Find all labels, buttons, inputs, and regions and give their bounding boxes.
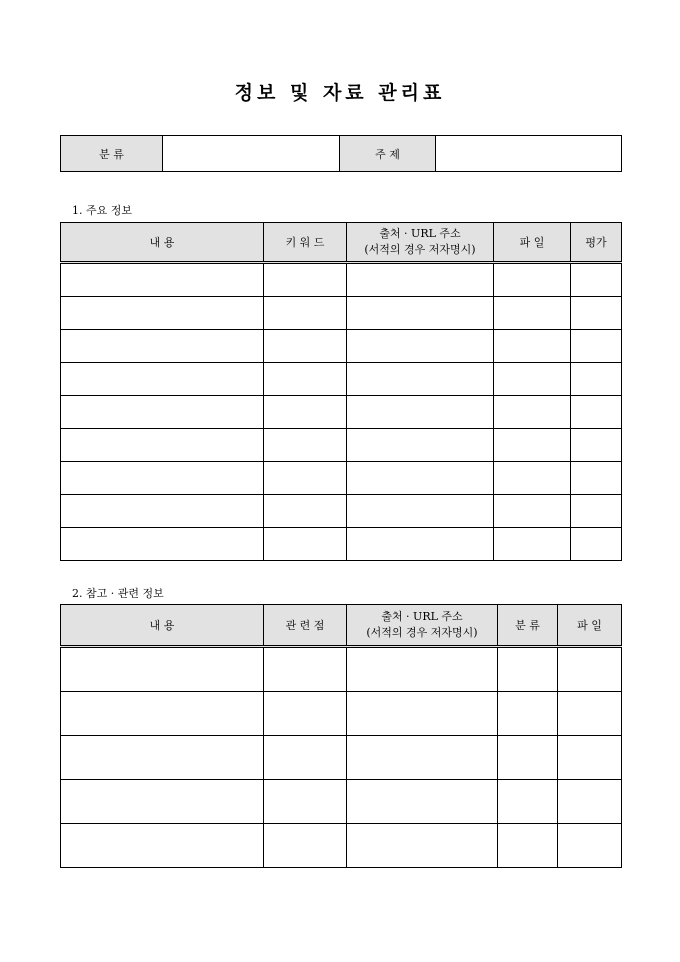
table-row — [61, 263, 622, 297]
page-title: 정보 및 자료 관리표 — [234, 82, 446, 104]
table-cell[interactable] — [498, 647, 558, 692]
table-cell[interactable] — [498, 692, 558, 736]
table-cell[interactable] — [498, 736, 558, 780]
table-cell[interactable] — [571, 363, 622, 396]
table-row — [61, 396, 622, 429]
table-cell[interactable] — [61, 528, 264, 561]
table-cell[interactable] — [494, 528, 571, 561]
table-cell[interactable] — [558, 647, 622, 692]
table-cell[interactable] — [571, 263, 622, 297]
table-cell[interactable] — [347, 297, 494, 330]
section2-label: 2. 참고 · 관련 정보 — [72, 587, 164, 600]
table-row — [61, 495, 622, 528]
table-cell[interactable] — [61, 824, 264, 868]
category-label: 분 류 — [61, 136, 163, 172]
main-info-table — [60, 222, 622, 561]
table-cell[interactable] — [61, 780, 264, 824]
table-cell[interactable] — [61, 297, 264, 330]
table-row — [61, 824, 622, 868]
col-header-keyword: 키 워 드 — [264, 223, 347, 263]
table-row — [61, 528, 622, 561]
table-cell[interactable] — [558, 824, 622, 868]
table-cell[interactable] — [347, 363, 494, 396]
table-cell[interactable] — [264, 263, 347, 297]
col-header-category: 분 류 — [498, 605, 558, 647]
table-cell[interactable] — [347, 396, 494, 429]
table-row — [61, 429, 622, 462]
table-cell[interactable] — [264, 824, 347, 868]
table-cell[interactable] — [347, 495, 494, 528]
col-header-source — [347, 605, 498, 647]
table-row — [61, 297, 622, 330]
reference-info-table — [60, 604, 622, 868]
table-cell[interactable] — [264, 429, 347, 462]
table-cell[interactable] — [347, 528, 494, 561]
table-cell[interactable] — [61, 495, 264, 528]
table-cell[interactable] — [264, 528, 347, 561]
col-header-file: 파 일 — [558, 605, 622, 647]
table-cell[interactable] — [347, 824, 498, 868]
table-cell[interactable] — [494, 363, 571, 396]
table-cell[interactable] — [61, 736, 264, 780]
table-cell[interactable] — [494, 429, 571, 462]
table-cell[interactable] — [494, 330, 571, 363]
col-header-related: 관 련 점 — [264, 605, 347, 647]
table-cell[interactable] — [264, 462, 347, 495]
table-cell[interactable] — [494, 396, 571, 429]
section1-label: 1. 주요 정보 — [72, 204, 132, 217]
table-cell[interactable] — [264, 736, 347, 780]
table-cell[interactable] — [571, 528, 622, 561]
table-cell[interactable] — [498, 780, 558, 824]
table-row — [61, 780, 622, 824]
table-cell[interactable] — [498, 824, 558, 868]
table-row — [61, 462, 622, 495]
table-cell[interactable] — [571, 462, 622, 495]
table-row — [61, 692, 622, 736]
table-cell[interactable] — [61, 462, 264, 495]
table-cell[interactable] — [264, 330, 347, 363]
table-cell[interactable] — [347, 647, 498, 692]
table-cell[interactable] — [571, 330, 622, 363]
table-cell[interactable] — [264, 396, 347, 429]
table-cell[interactable] — [571, 495, 622, 528]
table-cell[interactable] — [571, 297, 622, 330]
table-row — [61, 647, 622, 692]
table-cell[interactable] — [61, 396, 264, 429]
col-header-rating: 평가 — [571, 223, 622, 263]
table-row — [61, 736, 622, 780]
table-cell[interactable] — [494, 462, 571, 495]
table-cell[interactable] — [571, 429, 622, 462]
table-cell[interactable] — [264, 363, 347, 396]
col-header-content: 내 용 — [61, 223, 264, 263]
table-cell[interactable] — [558, 692, 622, 736]
table-cell[interactable] — [494, 297, 571, 330]
table-cell[interactable] — [494, 263, 571, 297]
table-cell[interactable] — [264, 647, 347, 692]
table-cell[interactable] — [558, 736, 622, 780]
table-cell[interactable] — [264, 297, 347, 330]
col-header-source-line2: (서적의 경우 저자명시) — [364, 243, 476, 256]
table-cell[interactable] — [264, 495, 347, 528]
table-cell[interactable] — [347, 780, 498, 824]
table-cell[interactable] — [61, 429, 264, 462]
table-cell[interactable] — [264, 780, 347, 824]
table-cell[interactable] — [347, 263, 494, 297]
col-header-source-line1: 출처 · URL 주소 — [379, 227, 461, 240]
table-row — [61, 330, 622, 363]
table-cell[interactable] — [61, 330, 264, 363]
col-header-source-line2: (서적의 경우 저자명시) — [366, 626, 478, 639]
table-cell[interactable] — [347, 429, 494, 462]
table-cell[interactable] — [264, 692, 347, 736]
meta-table — [60, 135, 622, 172]
table-cell[interactable] — [61, 363, 264, 396]
table-cell[interactable] — [61, 692, 264, 736]
table-row — [61, 363, 622, 396]
subject-label: 주 제 — [340, 136, 436, 172]
table-cell[interactable] — [61, 263, 264, 297]
subject-field[interactable] — [436, 136, 622, 172]
table-cell[interactable] — [347, 330, 494, 363]
col-header-source-line1: 출처 · URL 주소 — [381, 610, 463, 623]
table-cell[interactable] — [558, 780, 622, 824]
col-header-content: 내 용 — [61, 605, 264, 647]
category-field[interactable] — [163, 136, 340, 172]
col-header-source — [347, 223, 494, 263]
table-cell[interactable] — [571, 396, 622, 429]
table-cell[interactable] — [347, 462, 494, 495]
col-header-file: 파 일 — [494, 223, 571, 263]
table-cell[interactable] — [494, 495, 571, 528]
table-cell[interactable] — [347, 736, 498, 780]
table-cell[interactable] — [61, 647, 264, 692]
table-cell[interactable] — [347, 692, 498, 736]
